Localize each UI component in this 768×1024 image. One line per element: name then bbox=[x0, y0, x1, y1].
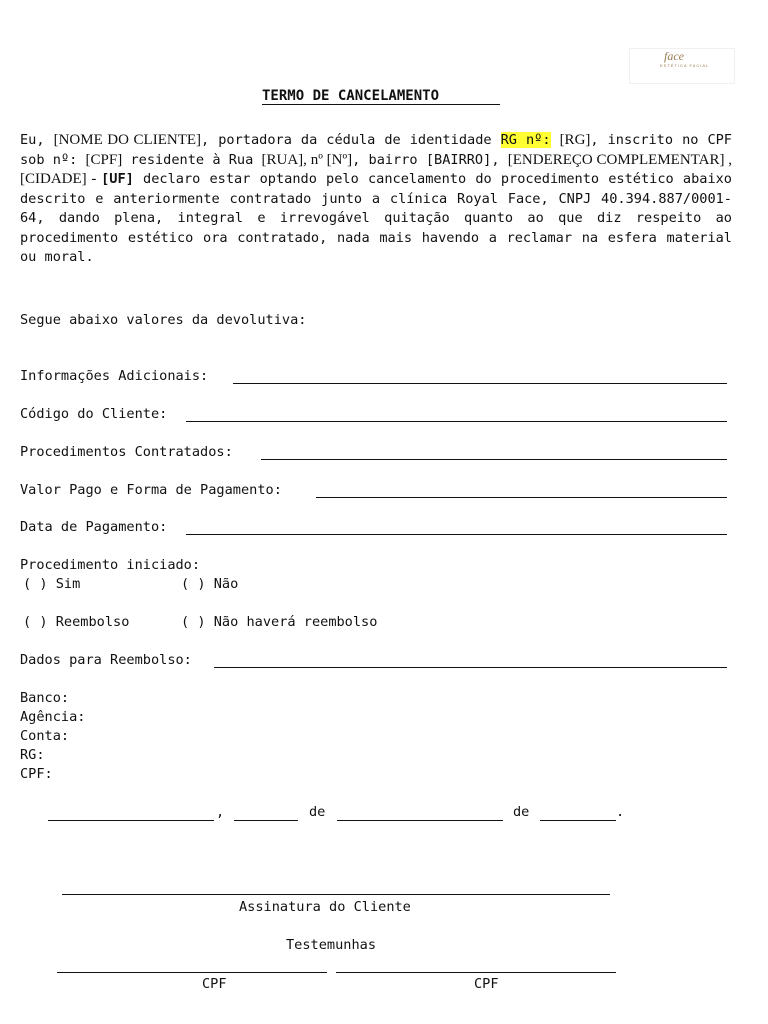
option-sim[interactable]: ( ) Sim bbox=[23, 576, 81, 592]
rg-label: RG nº: bbox=[500, 132, 551, 148]
intro-paragraph: Eu, [NOME DO CLIENTE], portadora da cédula de identidade RG nº: [RG], inscrito no CPF sob nº: [CPF] residente à Rua [RUA], nº [Nº], bairro [BAIRRO], [ENDEREÇO COMPLEMENTAR] , [CIDADE] - [UF] declaro estar optando pelo cancelamento do procedimento estético abaixo descrito e anteriormente contratado junto a clínica Royal Face, CNPJ 40.394.887/0001-64, dando plena, integral e irrevogável quitação quanto ao que diz respeito ao procedimento estético ora contratado, nada mais havendo a reclamar na esfera material ou moral. bbox=[20, 132, 732, 265]
avenue: [ENDEREÇO COMPLEMENTAR] bbox=[507, 151, 725, 168]
procedimentos-field[interactable] bbox=[261, 459, 727, 460]
date-de-1: de bbox=[309, 804, 326, 820]
witnesses-label: Testemunhas bbox=[286, 937, 377, 953]
info-field[interactable] bbox=[233, 383, 727, 384]
document-title: TERMO DE CANCELAMENTO bbox=[262, 88, 440, 104]
witness-2-cpf-label: CPF bbox=[474, 976, 499, 992]
witness-2-line[interactable] bbox=[336, 972, 616, 973]
segue-text: Segue abaixo valores da devolutiva: bbox=[20, 312, 307, 328]
label-agencia: Agência: bbox=[20, 709, 86, 725]
label-dados: Dados para Reembolso: bbox=[20, 652, 192, 668]
house-number: , nº [Nº] bbox=[303, 151, 353, 168]
intro-portadora: , portadora da cédula de identidade bbox=[201, 132, 501, 148]
label-data: Data de Pagamento: bbox=[20, 519, 168, 535]
label-valor: Valor Pago e Forma de Pagamento: bbox=[20, 482, 282, 498]
client-signature-label: Assinatura do Cliente bbox=[239, 899, 411, 915]
logo-subtitle: ESTÉTICA FACIAL bbox=[660, 63, 710, 68]
data-field[interactable] bbox=[186, 534, 727, 535]
rg-number: [RG] bbox=[559, 132, 591, 148]
valor-field[interactable] bbox=[316, 497, 727, 498]
bairro: [BAIRRO] bbox=[425, 151, 492, 168]
label-info: Informações Adicionais: bbox=[20, 368, 209, 384]
option-nao[interactable]: ( ) Não bbox=[181, 576, 239, 592]
intro-rest: declaro estar optando pelo cancelamento do procedimento estético abaixo descrito e anteriormente contratado junto a clínica Royal Face, CNPJ 40.394.887/0001-64, dando plena, integral e irrevogável quitação quanto ao que diz respeito ao procedimento estético ora contratado, nada mais havendo a reclamar na esfera material ou moral. bbox=[20, 171, 732, 265]
intro-cpf-text: , inscrito no CPF sob nº: bbox=[20, 132, 732, 168]
date-month-field[interactable] bbox=[337, 820, 503, 821]
label-iniciado: Procedimento iniciado: bbox=[20, 557, 201, 573]
intro-eu: Eu, bbox=[20, 132, 45, 148]
client-name: [NOME DO CLIENTE] bbox=[53, 132, 202, 148]
date-year-field[interactable] bbox=[540, 820, 616, 821]
state: [UF] bbox=[101, 171, 134, 187]
date-comma: , bbox=[216, 804, 225, 820]
client-signature-line[interactable] bbox=[62, 894, 610, 895]
logo-name: face bbox=[664, 49, 684, 63]
date-city-field[interactable] bbox=[48, 820, 214, 821]
date-day-field[interactable] bbox=[234, 820, 298, 821]
witness-1-line[interactable] bbox=[57, 972, 327, 973]
label-procedimentos: Procedimentos Contratados: bbox=[20, 444, 233, 460]
date-de-2: de bbox=[513, 804, 530, 820]
codigo-field[interactable] bbox=[186, 421, 727, 422]
cpf-number: [CPF] bbox=[85, 151, 123, 168]
label-banco: Banco: bbox=[20, 690, 70, 706]
option-nao-reembolso[interactable]: ( ) Não haverá reembolso bbox=[181, 614, 378, 630]
street: [RUA] bbox=[261, 151, 304, 168]
date-dot: . bbox=[616, 804, 625, 820]
option-reembolso[interactable]: ( ) Reembolso bbox=[23, 614, 130, 630]
dados-field[interactable] bbox=[214, 667, 727, 668]
witness-1-cpf-label: CPF bbox=[202, 976, 227, 992]
title-underline bbox=[262, 104, 500, 105]
clinic-logo bbox=[629, 48, 735, 84]
label-cpf: CPF: bbox=[20, 766, 53, 782]
label-codigo: Código do Cliente: bbox=[20, 406, 168, 422]
label-rg: RG: bbox=[20, 747, 45, 763]
city: , [CIDADE] - bbox=[20, 151, 732, 187]
label-conta: Conta: bbox=[20, 728, 70, 744]
intro-residente: residente à Rua bbox=[122, 151, 262, 168]
intro-bairro-text: , bairro bbox=[352, 151, 426, 168]
